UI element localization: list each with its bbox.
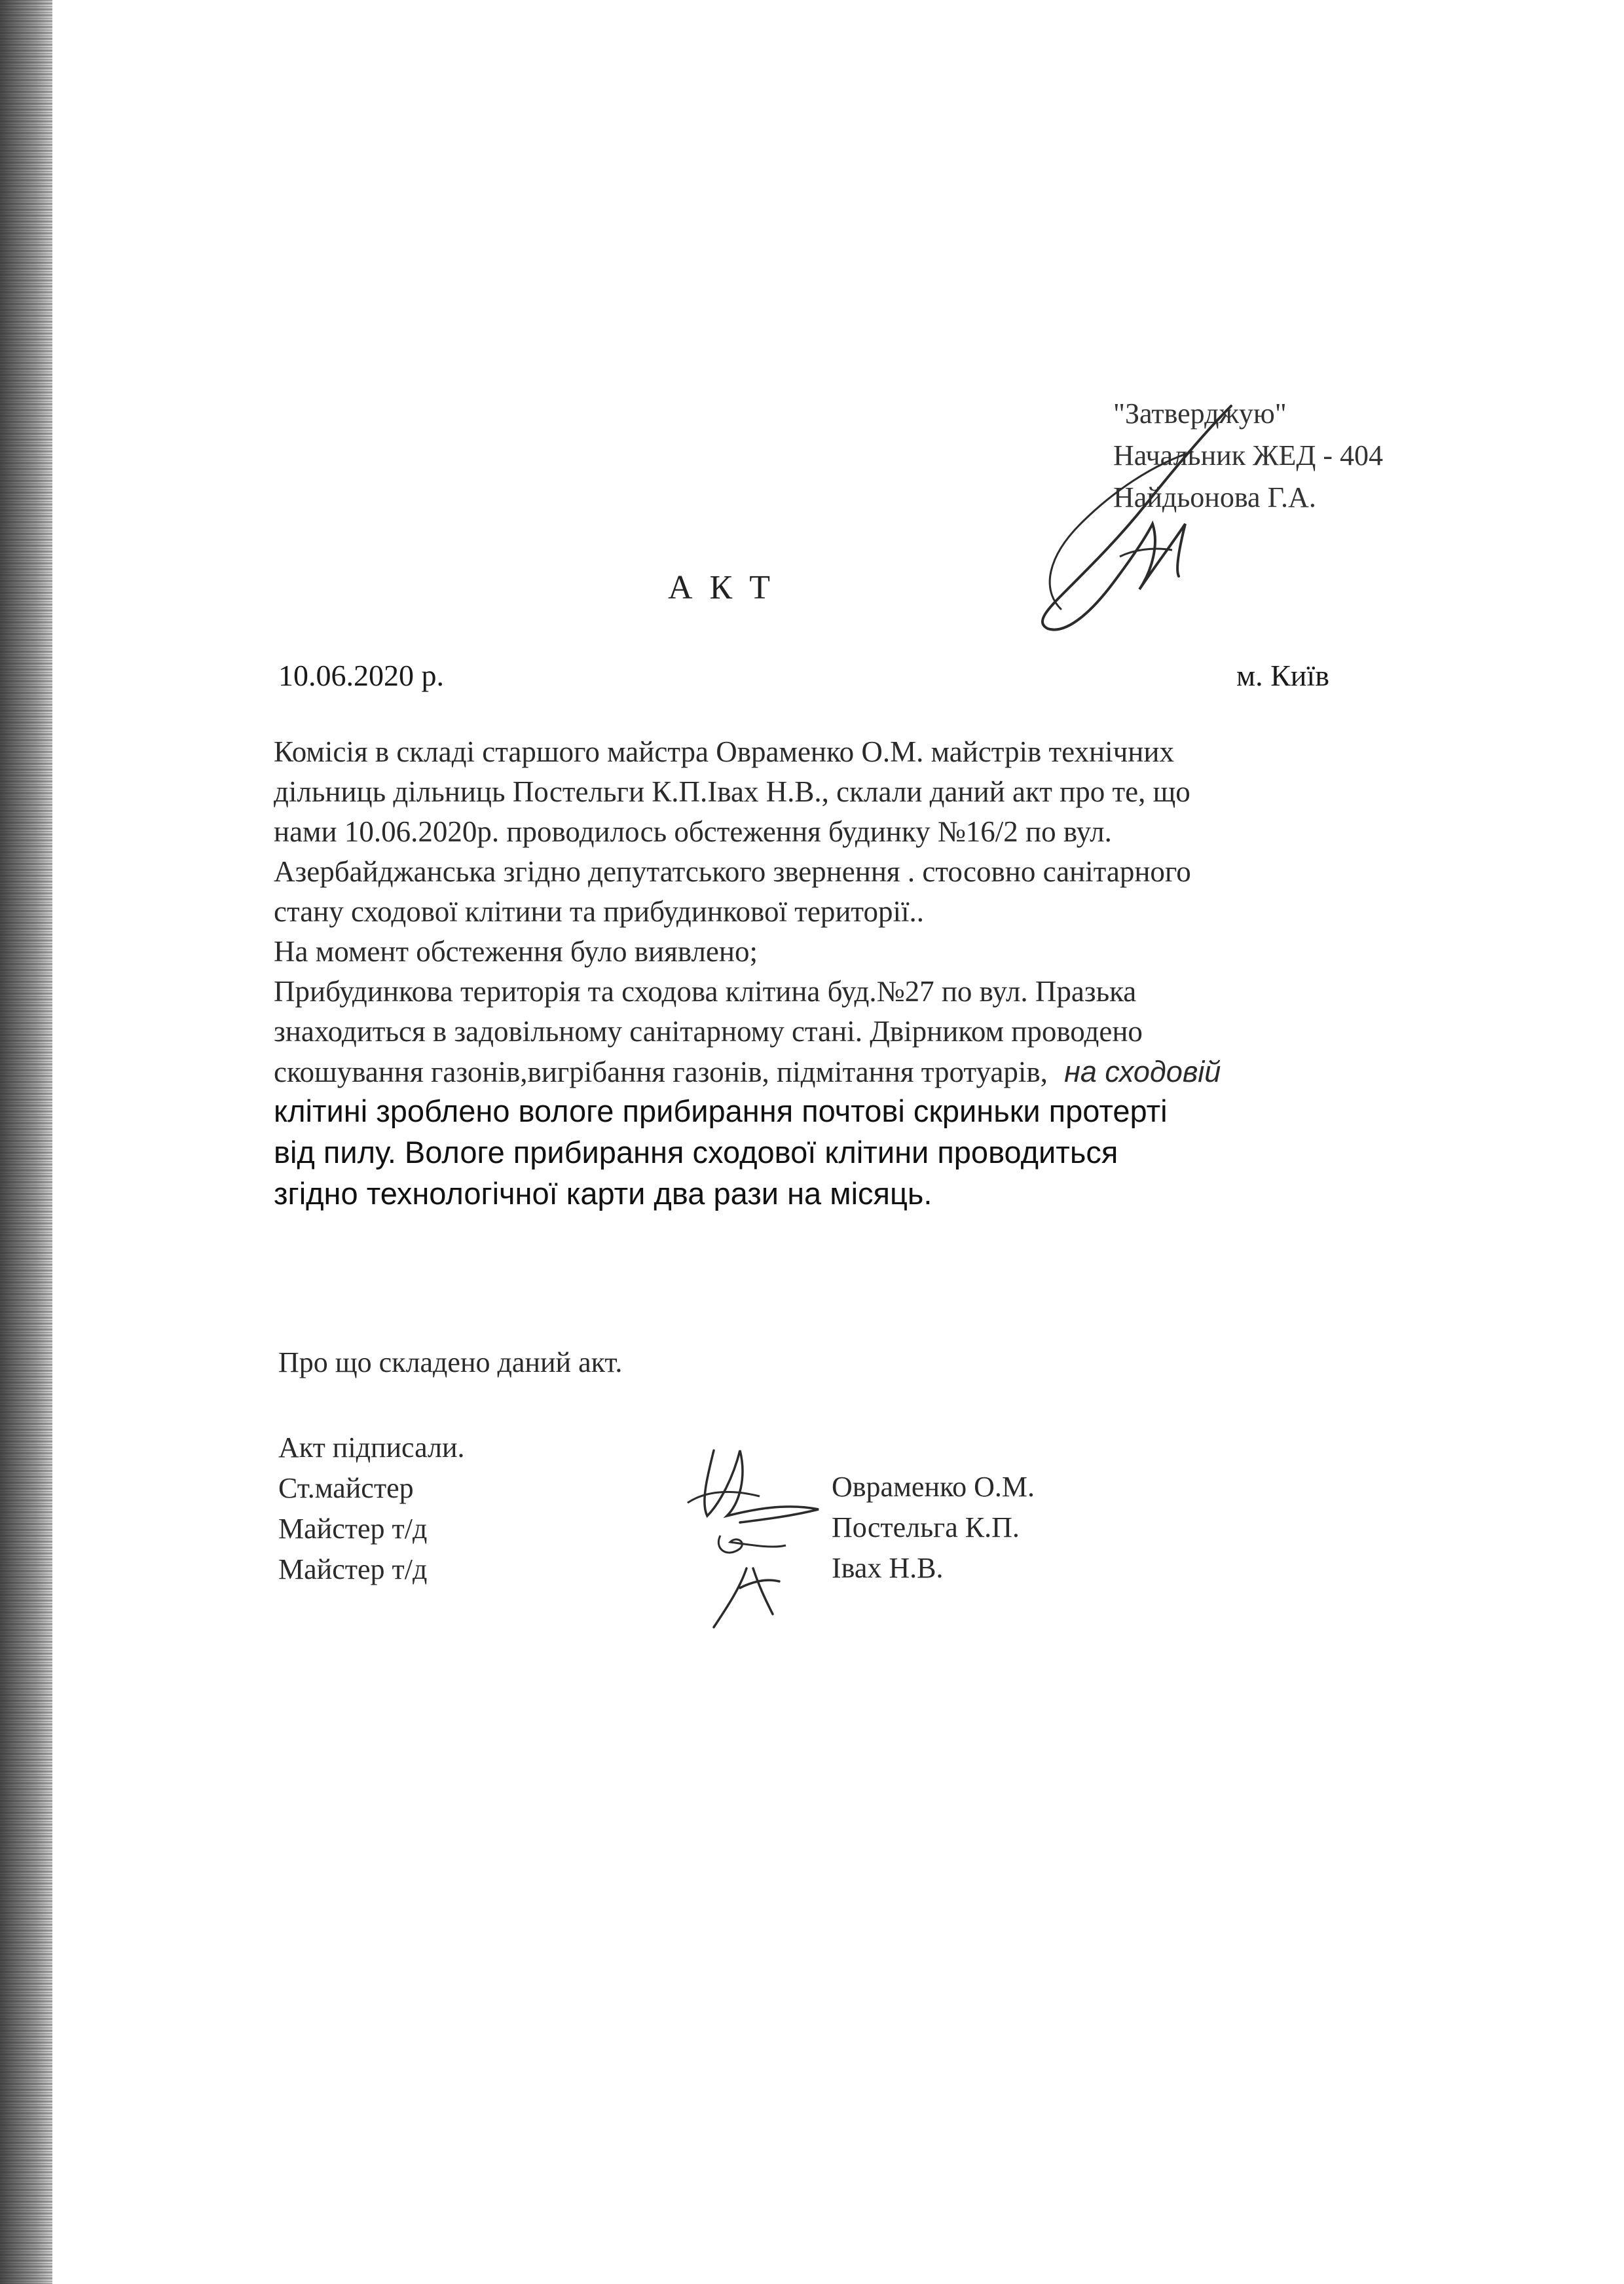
approval-heading: "Затверджую" <box>1113 397 1287 430</box>
signature-roles <box>278 1428 465 1590</box>
approval-name: Найдьонова Г.А. <box>1113 481 1316 513</box>
body-line: стану сходової клітини та прибудинкової території.. <box>274 895 925 928</box>
signature-role: Майстер т/д <box>278 1513 428 1545</box>
document-date: 10.06.2020 р. <box>278 659 444 692</box>
document-city: м. Київ <box>1236 659 1329 692</box>
body-line: знаходиться в задовільному санітарному стані. Двірником проводено <box>274 1015 1143 1048</box>
signature-name: Івах Н.В. <box>832 1552 944 1584</box>
body-line: Прибудинкова територія та сходова клітина буд.№27 по вул. Празька <box>274 975 1137 1008</box>
signature-name: Овраменко О.М. <box>832 1471 1035 1503</box>
signature-role: Ст.майстер <box>278 1472 414 1504</box>
body-sans-text <box>274 1090 1446 1214</box>
body-line: нами 10.06.2020р. проводилось обстеження будинку №16/2 по вул. <box>274 815 1112 848</box>
body-typed-text <box>274 732 1426 1092</box>
closing-statement: Про що складено даний акт. <box>278 1346 623 1378</box>
body-line <box>274 1052 1426 1092</box>
body-line-text: скошування газонів,вигрібання газонів, підмітання тротуарів, <box>274 1056 1048 1088</box>
body-line: клітині зроблено вологе прибирання почтові скриньки протерті <box>274 1094 1168 1128</box>
signature-role: Майстер т/д <box>278 1553 428 1585</box>
signature-name: Постельга К.П. <box>832 1511 1020 1543</box>
document-title: АКТ <box>668 569 787 606</box>
body-line: Азербайджанська згідно депутатського звернення . стосовно санітарного <box>274 855 1191 888</box>
body-line: згідно технологічної карти два рази на місяць. <box>274 1176 932 1211</box>
body-line: від пилу. Вологе прибирання сходової клітини проводиться <box>274 1135 1118 1170</box>
body-line: Комісія в складі старшого майстра Овраменко О.М. майстрів технічних <box>274 735 1174 768</box>
body-italic-text: на сходовій <box>1064 1055 1221 1088</box>
signature-names <box>832 1467 1035 1589</box>
scan-edge-noise <box>0 0 52 2284</box>
body-line: На момент обстеження було виявлено; <box>274 935 758 968</box>
signature-heading: Акт підписали. <box>278 1431 465 1464</box>
signatures-handwritten <box>674 1437 845 1634</box>
approval-position: Начальник ЖЕД - 404 <box>1113 439 1384 471</box>
approval-signature <box>1022 393 1257 642</box>
body-line: дільниць дільниць Постельги К.П.Івах Н.В., склали даний акт про те, що <box>274 775 1190 808</box>
